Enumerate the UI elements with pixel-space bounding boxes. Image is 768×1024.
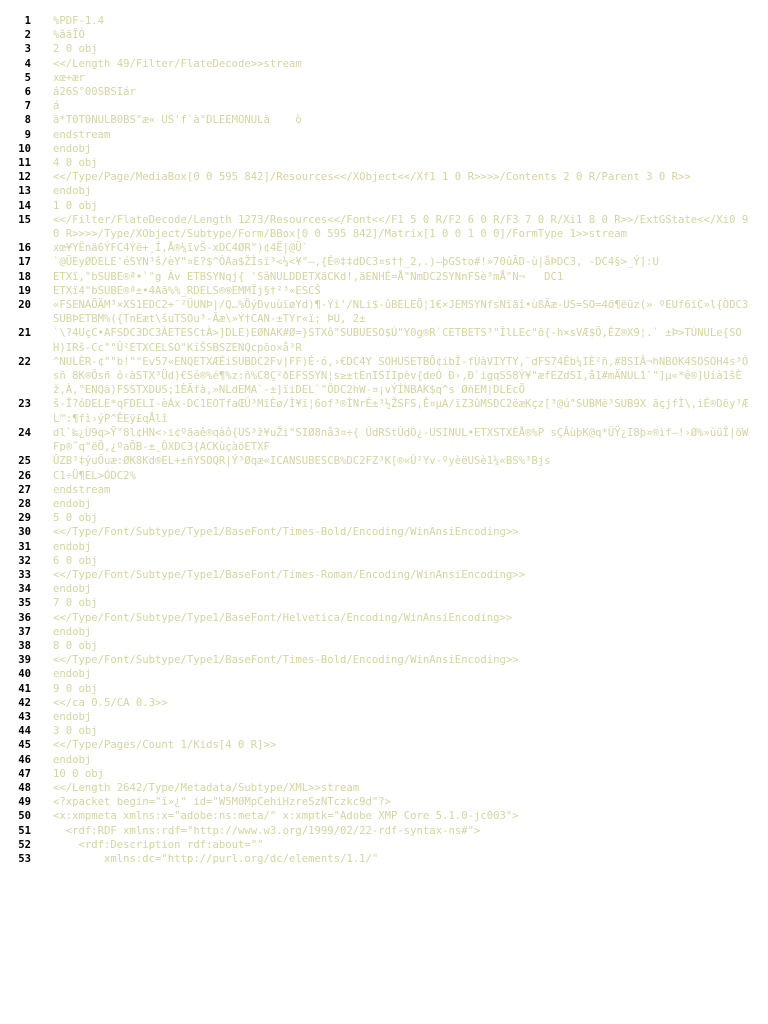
line-text[interactable]: 10 0 obj bbox=[53, 767, 105, 780]
line-number: 1 bbox=[24, 15, 31, 27]
code-line bbox=[0, 14, 768, 28]
code-line bbox=[0, 113, 768, 127]
line-text[interactable]: ETXï4"bSUBE®ª±•4Aã%%_RDELS®®EMMÏj§†²³«ESCŠ bbox=[53, 284, 321, 297]
line-text[interactable]: 9 0 obj bbox=[53, 682, 98, 695]
line-text[interactable]: <</Filter/FlateDecode/Length 1273/Resources<</Font<</F1 5 0 R/F2 6 0 R/F3 7 0 R/Xi1 8 0 R>>/ExtGState<</Xi0 9 0 R>>>>/Type/XObject/Subtype/Form/BBox[0 0 595 842]/Matrix[1 0 0 1 0 0]/FormType 1>>stream bbox=[53, 213, 755, 241]
code-line bbox=[0, 611, 768, 625]
line-number: 24 bbox=[18, 426, 31, 439]
line-text[interactable]: <?xpacket begin="ï»¿" id="W5M0MpCehiHzreSzNTczkc9d"?> bbox=[53, 796, 392, 809]
line-text[interactable]: %PDF-1.4 bbox=[53, 15, 105, 27]
code-line bbox=[0, 71, 768, 85]
code-line bbox=[0, 99, 768, 113]
code-line bbox=[0, 767, 768, 781]
code-line bbox=[0, 213, 768, 241]
line-number: 27 bbox=[18, 483, 31, 496]
line-text[interactable]: <</Length 49/Filter/FlateDecode>>stream bbox=[53, 57, 302, 70]
code-line bbox=[0, 199, 768, 213]
line-text[interactable]: xmlns:dc="http://purl.org/dc/elements/1.1/" bbox=[53, 852, 379, 865]
line-number: 40 bbox=[18, 668, 31, 681]
code-line bbox=[0, 781, 768, 795]
line-text[interactable]: ^NULÈR-¢""b!""Ev57«ENQETXÆÉiSUBDC2Fv|FF)È·ó,›€DC4Y SOHUSETBÕ¢ibÎ-fÙàVIYTY,¨dFS74Êb¼IÈ²ñ,#8SIÂ¬hNBOK4SOSOH4s³Ósñ 8K®Õsñ ô‹àSTX³Üd)€Sé®%é¶%z:ñ%C8Ç²ðEFSSYN¦s≥±tEnISIIpèv{deÓ Ð›,Ð`igqSS8Ý¥"æfEZdSI,å1#mÄNUL1`"]µ«*ê®]Uíà1šÈž,À,°ENQä)FSSTXDUS;1ÈÃfà,»NLdEMA`-±]ïiDEL`"ÔDC2hW-¤¡vÝÍNBAK$q^s ØñEM|DLEcÖ bbox=[53, 355, 749, 397]
line-number: 21 bbox=[18, 327, 31, 340]
line-text[interactable]: 3 0 obj bbox=[53, 725, 98, 738]
line-text[interactable]: ÛZB³‡ýuÖuæ:ØK8Kd®EL+±ñYSOQR|Ý³Øqæ«ICANSUBESCB%DC2FZ³K[®«Û²Yv-ºyèëUSè1¼«BS%³Bjs bbox=[53, 455, 551, 468]
line-number: 29 bbox=[18, 512, 31, 525]
line-text[interactable]: <</ca 0.5/CA 0.3>> bbox=[53, 696, 168, 709]
code-line bbox=[0, 710, 768, 724]
line-text[interactable]: <</Type/Font/Subtype/Type1/BaseFont/Helvetica/Encoding/WinAnsiEncoding>> bbox=[53, 611, 513, 624]
line-number: 4 bbox=[24, 57, 31, 70]
line-text[interactable]: endobj bbox=[53, 185, 92, 198]
line-text[interactable]: <</Type/Page/MediaBox[0 0 595 842]/Resources<</XObject<</Xf1 1 0 R>>>>/Contents 2 0 R/Parent 3 0 R>> bbox=[53, 171, 691, 184]
line-text[interactable]: ä*T0T0NULB0BS"æ« US'f`à"DLEEMONULä ò bbox=[53, 114, 302, 127]
line-text[interactable]: á26S°00SBSIár bbox=[53, 86, 136, 99]
code-line bbox=[0, 284, 768, 298]
line-number: 33 bbox=[18, 568, 31, 581]
line-number: 31 bbox=[18, 540, 31, 553]
line-text[interactable]: 7 0 obj bbox=[53, 597, 98, 610]
code-line bbox=[0, 170, 768, 184]
code-line bbox=[0, 525, 768, 539]
line-text[interactable]: š-Î?óDELE*qFDELI-èÁx-DC1EOTfaŒÛ³MïÈø/Ì¥ï¦6of³®ÍNrÉ±³½ŽSFS,Ê¤µA/ïZ3ûMSDC2ëæKçz[³@ú"SUBMë³SUB9X ãçjfÌ\,iÉ®Dëy³ÆL™:¶fì›ýP^ÊEÿ£qÅlî bbox=[53, 398, 749, 425]
code-line bbox=[0, 426, 768, 454]
line-text[interactable]: endobj bbox=[53, 625, 92, 638]
line-number: 41 bbox=[18, 682, 31, 695]
line-text[interactable]: endobj bbox=[53, 540, 92, 553]
line-text[interactable]: endobj bbox=[53, 753, 92, 766]
line-number: 36 bbox=[18, 611, 31, 624]
code-line bbox=[0, 469, 768, 483]
line-text[interactable]: xœ+ær bbox=[53, 71, 85, 84]
line-number: 7 bbox=[24, 100, 31, 113]
code-lines bbox=[0, 14, 768, 866]
line-number: 42 bbox=[18, 696, 31, 709]
code-line bbox=[0, 753, 768, 767]
line-number: 12 bbox=[18, 171, 31, 184]
line-text[interactable]: 6 0 obj bbox=[53, 554, 98, 567]
code-line bbox=[0, 596, 768, 610]
code-line bbox=[0, 809, 768, 823]
line-text[interactable]: xœ¥YËnä6ÝFC4Ýë+¸Í,Å®¼ïvŠ-xDC4ØR")¢4Ë|@Ü` bbox=[53, 242, 309, 255]
line-number: 9 bbox=[24, 128, 31, 141]
code-line bbox=[0, 582, 768, 596]
code-line bbox=[0, 724, 768, 738]
line-text[interactable]: 5 0 obj bbox=[53, 512, 98, 525]
code-line bbox=[0, 852, 768, 866]
line-text[interactable]: ETXï,"bSUBE®ª•`"g Àv ETBSYNqj{ 'SâNULDDETXãCKd!,ãENHÉ=Å"NmDC2SYNnFSè³mÅ"N¬ DC1 bbox=[53, 270, 564, 283]
code-line bbox=[0, 57, 768, 71]
line-text[interactable]: <rdf:Description rdf:about="" bbox=[53, 838, 264, 851]
code-line bbox=[0, 298, 768, 326]
code-line bbox=[0, 653, 768, 667]
line-number: 53 bbox=[18, 852, 31, 865]
line-text[interactable]: C1÷Ü¶EL>ÓDC2% bbox=[53, 469, 136, 482]
code-line bbox=[0, 696, 768, 710]
line-number: 15 bbox=[18, 213, 31, 226]
line-text[interactable]: <x:xmpmeta xmlns:x="adobe:ns:meta/" x:xmptk="Adobe XMP Core 5.1.0-jc003"> bbox=[53, 810, 519, 823]
line-number: 48 bbox=[18, 781, 31, 794]
code-line bbox=[0, 625, 768, 639]
code-line bbox=[0, 241, 768, 255]
line-number: 37 bbox=[18, 625, 31, 638]
line-text[interactable]: 4 0 obj bbox=[53, 157, 98, 170]
line-number: 2 bbox=[24, 29, 31, 42]
code-line bbox=[0, 397, 768, 425]
line-text[interactable]: endobj bbox=[53, 583, 92, 596]
line-number: 32 bbox=[18, 554, 31, 567]
code-line bbox=[0, 682, 768, 696]
code-line bbox=[0, 255, 768, 269]
line-number: 35 bbox=[18, 597, 31, 610]
line-number: 5 bbox=[24, 71, 31, 84]
line-number: 49 bbox=[18, 796, 31, 809]
line-number: 17 bbox=[18, 256, 31, 269]
code-line bbox=[0, 511, 768, 525]
code-line bbox=[0, 540, 768, 554]
line-number: 18 bbox=[18, 270, 31, 283]
line-number: 34 bbox=[18, 583, 31, 596]
code-line bbox=[0, 795, 768, 809]
line-text[interactable]: <</Type/Pages/Count 1/Kids[4 0 R]>> bbox=[53, 739, 277, 752]
line-text[interactable]: <</Type/Font/Subtype/Type1/BaseFont/Times-Bold/Encoding/WinAnsiEncoding>> bbox=[53, 654, 519, 667]
line-number: 8 bbox=[24, 114, 31, 127]
line-number: 47 bbox=[18, 767, 31, 780]
code-line bbox=[0, 184, 768, 198]
line-text[interactable]: <rdf:RDF xmlns:rdf="http://www.w3.org/1999/02/22-rdf-syntax-ns#"> bbox=[53, 824, 481, 837]
line-number: 51 bbox=[18, 824, 31, 837]
line-text[interactable]: á bbox=[53, 100, 60, 113]
line-text[interactable]: endstream bbox=[53, 483, 111, 496]
code-line bbox=[0, 85, 768, 99]
line-number: 28 bbox=[18, 497, 31, 510]
line-number: 38 bbox=[18, 639, 31, 652]
line-text[interactable]: 8 0 obj bbox=[53, 639, 98, 652]
code-line bbox=[0, 270, 768, 284]
line-number: 46 bbox=[18, 753, 31, 766]
line-number: 20 bbox=[18, 299, 31, 312]
line-text[interactable]: <</Length 2642/Type/Metadata/Subtype/XML>>stream bbox=[53, 781, 360, 794]
line-number: 52 bbox=[18, 838, 31, 851]
line-number: 19 bbox=[18, 284, 31, 297]
line-number: 26 bbox=[18, 469, 31, 482]
code-line bbox=[0, 355, 768, 398]
code-line bbox=[0, 667, 768, 681]
line-number: 13 bbox=[18, 185, 31, 198]
code-line bbox=[0, 568, 768, 582]
line-number: 14 bbox=[18, 199, 31, 212]
line-text[interactable]: «FSENAÕÄM³×XS1EDC2+¨²ÜUNÞ|/Q…%ÕýÐvuùïøYd)¶-Ýi'/NLi$-ûBELEÕ¦1€×JEMSYNfsNïäî•ùßÄæ-US=SO=4õ¶ëüz(» ºEUf6ïC»l{ÒDC3SUBÞETBM%({TnEæt\šuTSOu³-Ãæ\»Ý†CAN-±TYr«ï; ÞU, 2± bbox=[53, 299, 749, 326]
line-text[interactable]: %âãÏÓ bbox=[53, 29, 85, 42]
line-text[interactable]: endobj bbox=[53, 710, 92, 723]
code-line bbox=[0, 128, 768, 142]
line-number: 39 bbox=[18, 654, 31, 667]
line-number: 43 bbox=[18, 710, 31, 723]
line-number: 25 bbox=[18, 455, 31, 468]
line-text[interactable]: endobj bbox=[53, 668, 92, 681]
code-line bbox=[0, 326, 768, 354]
line-text[interactable]: `@ÜEyØDELE'éSYN³š/èY"¤E?$^ÔAa$ŽÌsï³<¼<¥"—,{É®‡‡dDC3¤s††_2,.)—þGSto#!»70ûÃD-ù|åÞDC3, -DC4§>_Ý]:U bbox=[53, 256, 659, 269]
line-text[interactable]: 1 0 obj bbox=[53, 199, 98, 212]
line-number: 16 bbox=[18, 242, 31, 255]
line-number: 44 bbox=[18, 725, 31, 738]
code-line bbox=[0, 824, 768, 838]
code-line bbox=[0, 639, 768, 653]
line-number: 11 bbox=[18, 157, 31, 170]
line-text[interactable]: endobj bbox=[53, 497, 92, 510]
line-text[interactable]: endobj bbox=[53, 142, 92, 155]
line-number: 10 bbox=[18, 142, 31, 155]
code-line bbox=[0, 156, 768, 170]
line-number: 6 bbox=[24, 86, 31, 99]
line-number: 23 bbox=[18, 398, 31, 411]
line-text[interactable]: endstream bbox=[53, 128, 111, 141]
line-text[interactable]: `\?4UçC•AFSDC3DC3ÀETESCtÀ>]DLE)EØNAK#Ø=}STXô"SUBUESO$Ú"Y0g®R`CETBETS³"ÏlLEc"õ{-h×sVÆ$Ö,ÊZ®X9¦.` ±Þ>TÙNULe{SOH)IRš-Cc""Û²ETXCELSO"KïŠSBSZENQcpöo×å³R bbox=[53, 327, 742, 354]
code-line bbox=[0, 142, 768, 156]
line-number: 3 bbox=[24, 43, 31, 56]
code-line bbox=[0, 497, 768, 511]
line-text[interactable]: <</Type/Font/Subtype/Type1/BaseFont/Times-Roman/Encoding/WinAnsiEncoding>> bbox=[53, 568, 525, 581]
line-number: 30 bbox=[18, 526, 31, 539]
code-line bbox=[0, 454, 768, 468]
line-text[interactable]: 2 0 obj bbox=[53, 43, 98, 56]
code-line bbox=[0, 28, 768, 42]
code-line bbox=[0, 838, 768, 852]
line-number: 50 bbox=[18, 810, 31, 823]
line-number: 22 bbox=[18, 355, 31, 368]
line-text[interactable]: <</Type/Font/Subtype/Type1/BaseFont/Times-Bold/Encoding/WinAnsiEncoding>> bbox=[53, 526, 519, 539]
code-line bbox=[0, 554, 768, 568]
code-line bbox=[0, 483, 768, 497]
line-number: 45 bbox=[18, 739, 31, 752]
code-line bbox=[0, 42, 768, 56]
line-text[interactable]: dl`‰¿Ù9q>Ÿ"8l¢HN<›i¢ºãaê®qàô{US³ž¥uŽi"SIØ8nå3¤÷{ ÚdRStÙdÓ¿-USINUL•ETXSTXÈÅ®%P sÇÂùþK@q*ÜŸ¿I8þ¤®ìf—!›Ø%»ùüÎ|öWFp®˜q"ëÕ,¿ºaÕB-±¸ÔXDC3{ACKùçàöETXF bbox=[53, 426, 749, 454]
code-line bbox=[0, 738, 768, 752]
